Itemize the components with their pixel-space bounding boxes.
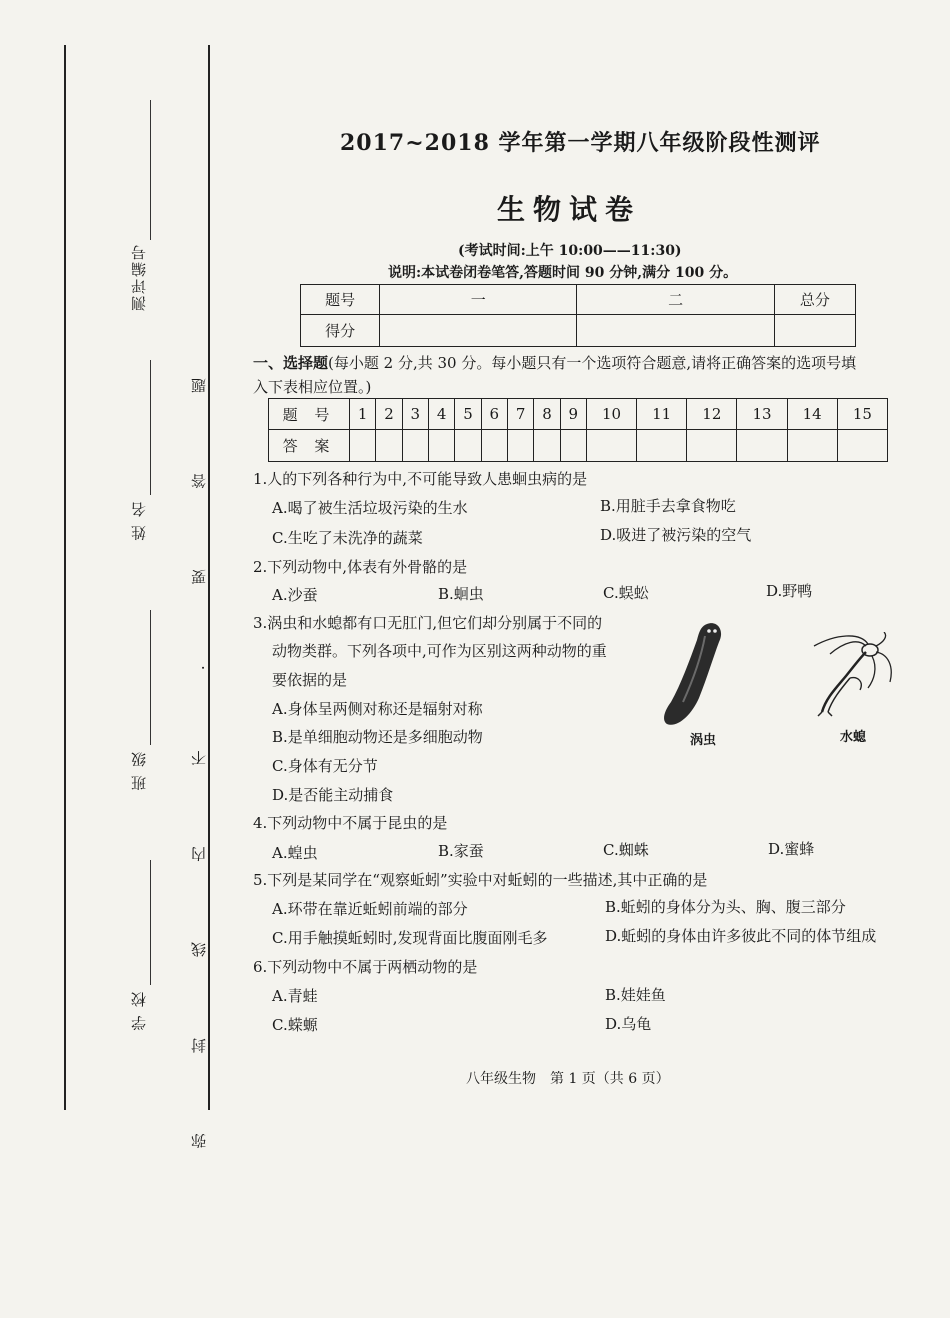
answer-number: 10 <box>586 399 636 430</box>
answer-label: 答 案 <box>269 430 350 462</box>
planarian-label: 涡虫 <box>690 733 717 748</box>
score-cell-total[interactable] <box>774 315 855 347</box>
question-2-option-a[interactable]: A.沙蚕 <box>272 586 318 604</box>
question-4-stem: 4.下列动物中不属于昆虫的是 <box>253 814 448 832</box>
question-1-option-a[interactable]: A.喝了被生活垃圾污染的生水 <box>272 499 468 517</box>
question-5-option-b[interactable]: B.蚯蚓的身体分为头、胸、腹三部分 <box>605 898 846 916</box>
exam-instructions: 说明:本试卷闭卷笔答,答题时间 90 分钟,满分 100 分。 <box>388 265 738 281</box>
score-cell-part2[interactable] <box>577 315 774 347</box>
question-6-stem: 6.下列动物中不属于两栖动物的是 <box>253 958 478 976</box>
answer-number: 6 <box>481 399 507 430</box>
score-header-total: 总分 <box>774 285 855 315</box>
exam-time: (考试时间:上午 10:00——11:30) <box>458 243 682 259</box>
answer-cell[interactable] <box>507 430 533 462</box>
answer-row <box>269 430 888 462</box>
question-1-option-c[interactable]: C.生吃了未洗净的蔬菜 <box>272 529 423 547</box>
answer-number: 3 <box>402 399 428 430</box>
answer-number: 13 <box>737 399 787 430</box>
answer-number: 4 <box>428 399 454 430</box>
class-label: 班 级 <box>130 750 148 791</box>
answer-number: 14 <box>787 399 837 430</box>
section1-heading <box>253 352 856 373</box>
answer-number: 5 <box>455 399 481 430</box>
answer-cell[interactable] <box>787 430 837 462</box>
hydra-illustration <box>808 632 898 717</box>
question-1-option-b[interactable]: B.用脏手去拿食物吃 <box>600 497 736 515</box>
question-6-option-b[interactable]: B.娃娃鱼 <box>605 986 666 1004</box>
answer-cell[interactable] <box>534 430 560 462</box>
question-6-option-d[interactable]: D.乌龟 <box>605 1015 652 1033</box>
question-5-stem: 5.下列是某同学在“观察蚯蚓”实验中对蚯蚓的一些描述,其中正确的是 <box>253 871 708 889</box>
answer-cell[interactable] <box>402 430 428 462</box>
answer-number: 12 <box>687 399 737 430</box>
answer-table <box>268 398 888 462</box>
question-3-option-a[interactable]: A.身体呈两侧对称还是辐射对称 <box>272 700 483 718</box>
test-id-label: 测评编号 <box>130 243 148 311</box>
question-3-stem-line3: 要依据的是 <box>272 671 348 689</box>
test-id-field[interactable] <box>150 100 151 240</box>
exam-title: 2017~2018 学年第一学期八年级阶段性测评 <box>340 130 821 156</box>
score-table <box>300 284 856 347</box>
answer-number-label: 题 号 <box>269 399 350 430</box>
question-3-stem: 3.涡虫和水螅都有口无肛门,但它们却分别属于不同的 <box>253 614 603 632</box>
answer-number: 9 <box>560 399 586 430</box>
seal-line-text: 弥 封 线 内 不 . 要 答 题 <box>190 340 208 1149</box>
question-5-option-c[interactable]: C.用手触摸蚯蚓时,发现背面比腹面刚毛多 <box>272 929 548 947</box>
school-field[interactable] <box>150 860 151 985</box>
question-2-option-c[interactable]: C.蜈蚣 <box>603 584 649 602</box>
binding-line-left <box>64 45 66 1110</box>
subject-title: 生物试卷 <box>497 193 642 226</box>
question-3-option-c[interactable]: C.身体有无分节 <box>272 757 378 775</box>
score-header-part2: 二 <box>577 285 774 315</box>
school-label: 学 校 <box>130 990 148 1031</box>
planarian-illustration <box>655 618 735 733</box>
answer-cell[interactable] <box>637 430 687 462</box>
score-header-number: 题号 <box>301 285 380 315</box>
question-4-option-a[interactable]: A.蝗虫 <box>272 844 318 862</box>
question-3-option-b[interactable]: B.是单细胞动物还是多细胞动物 <box>272 728 483 746</box>
answer-number-row <box>269 399 888 430</box>
name-label: 姓 名 <box>130 500 148 541</box>
answer-cell[interactable] <box>481 430 507 462</box>
answer-number: 8 <box>534 399 560 430</box>
question-2-stem: 2.下列动物中,体表有外骨骼的是 <box>253 558 468 576</box>
answer-cell[interactable] <box>837 430 887 462</box>
section1-heading-line2: 入下表相应位置。) <box>253 378 372 396</box>
score-cell-part1[interactable] <box>380 315 577 347</box>
question-3-stem-line2: 动物类群。下列各项中,可作为区别这两种动物的重 <box>272 642 607 660</box>
answer-cell[interactable] <box>737 430 787 462</box>
score-row-label: 得分 <box>301 315 380 347</box>
question-1-option-d[interactable]: D.吸进了被污染的空气 <box>600 526 752 544</box>
answer-number: 1 <box>350 399 376 430</box>
question-4-option-b[interactable]: B.家蚕 <box>438 842 484 860</box>
section1-heading-rest: (每小题 2 分,共 30 分。每小题只有一个选项符合题意,请将正确答案的选项号填 <box>328 354 857 372</box>
score-header-part1: 一 <box>380 285 577 315</box>
answer-cell[interactable] <box>687 430 737 462</box>
question-4-option-c[interactable]: C.蜘蛛 <box>603 841 649 859</box>
answer-number: 2 <box>376 399 402 430</box>
page-footer: 八年级生物 第 1 页（共 6 页） <box>466 1071 670 1087</box>
question-6-option-a[interactable]: A.青蛙 <box>272 987 318 1005</box>
answer-number: 7 <box>507 399 533 430</box>
answer-cell[interactable] <box>350 430 376 462</box>
question-4-option-d[interactable]: D.蜜蜂 <box>768 840 815 858</box>
name-field[interactable] <box>150 360 151 495</box>
answer-cell[interactable] <box>560 430 586 462</box>
answer-cell[interactable] <box>428 430 454 462</box>
section1-heading-bold: 一、选择题 <box>253 354 329 372</box>
question-5-option-a[interactable]: A.环带在靠近蚯蚓前端的部分 <box>272 900 468 918</box>
question-2-option-b[interactable]: B.蛔虫 <box>438 585 484 603</box>
hydra-label: 水螅 <box>840 730 867 745</box>
question-6-option-c[interactable]: C.蝾螈 <box>272 1016 318 1034</box>
question-1-stem: 1.人的下列各种行为中,不可能导致人患蛔虫病的是 <box>253 470 588 488</box>
answer-number: 11 <box>637 399 687 430</box>
question-3-option-d[interactable]: D.是否能主动捕食 <box>272 786 394 804</box>
answer-cell[interactable] <box>376 430 402 462</box>
answer-number: 15 <box>837 399 887 430</box>
answer-cell[interactable] <box>455 430 481 462</box>
question-5-option-d[interactable]: D.蚯蚓的身体由许多彼此不同的体节组成 <box>605 927 877 945</box>
question-2-option-d[interactable]: D.野鸭 <box>766 582 813 600</box>
class-field[interactable] <box>150 610 151 745</box>
answer-cell[interactable] <box>586 430 636 462</box>
